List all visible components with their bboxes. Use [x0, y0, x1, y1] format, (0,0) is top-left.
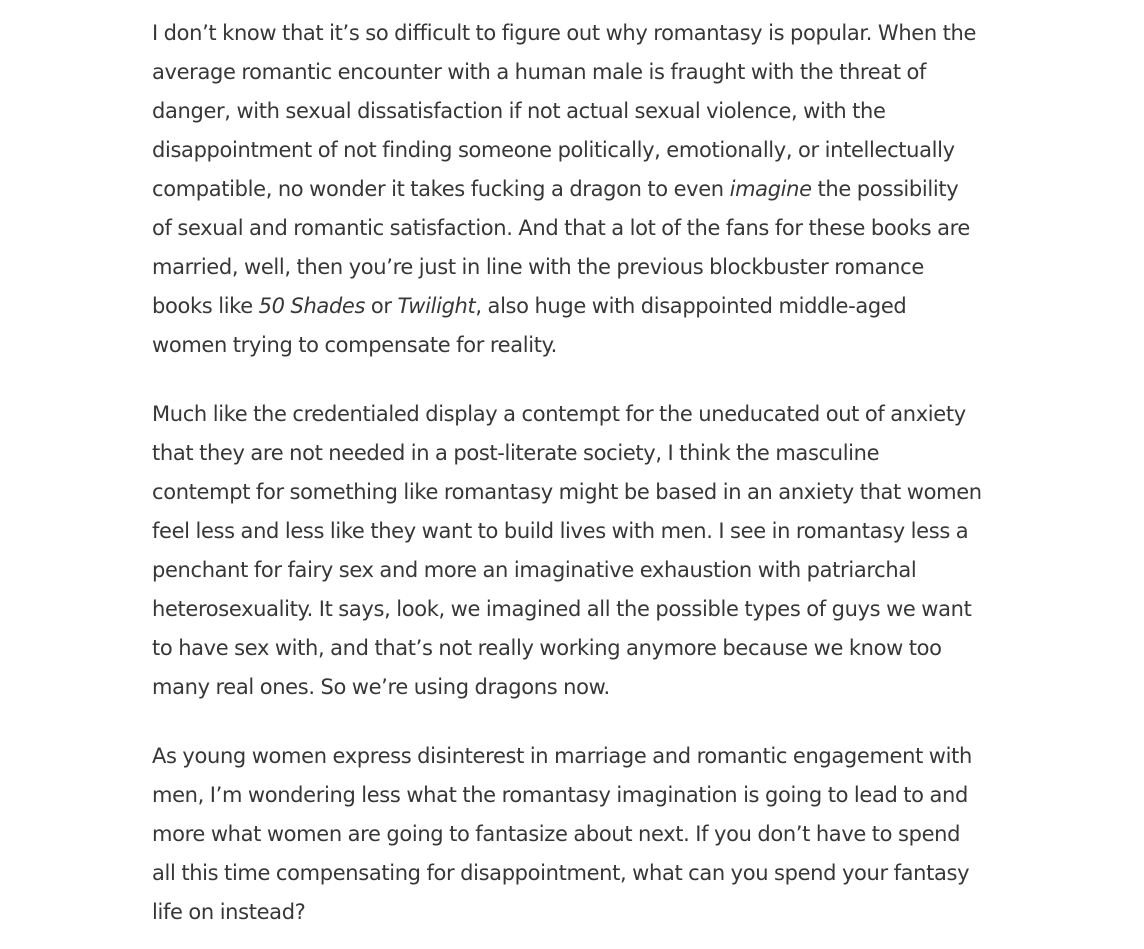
article-body — [152, 14, 982, 932]
paragraph-1-text-a: I don’t know that it’s so difficult to figure out why romantasy is popular. When the average romantic encounter with a human male is fraught with the threat of danger, with sexual dissatisfaction if not actual sexual violence, with the disappointment of not finding someone politically, emotionally, or intellectually compatible, no wonder it takes fucking a dragon to even — [152, 21, 977, 201]
book-title-twilight: Twilight — [397, 294, 476, 318]
book-title-50-shades: 50 Shades — [258, 294, 366, 318]
paragraph-1-text-c: or — [365, 294, 398, 318]
paragraph-1 — [152, 14, 982, 365]
paragraph-1-text-d: , also huge with disappointed middle-aged women trying to compensate for reality. — [152, 294, 907, 357]
paragraph-3: As young women express disinterest in marriage and romantic engagement with men, I’m wondering less what the romantasy imagination is going to lead to and more what women are going to fantasize about next. If you don’t have to spend all this time compensating for disappointment, what can you spend your fantasy life on instead? — [152, 744, 972, 924]
paragraph-1-text-b: the possibility of sexual and romantic satisfaction. And that a lot of the fans for these books are married, well, then you’re just in line with the previous blockbuster romance books like — [152, 177, 971, 318]
paragraph-2: Much like the credentialed display a contempt for the uneducated out of anxiety that they are not needed in a post-literate society, I think the masculine contempt for something like romantasy might be based in an anxiety that women feel less and less like they want to build lives with men. I see in romantasy less a penchant for fairy sex and more an imaginative exhaustion with patriarchal heterosexuality. It says, look, we imagined all the possible types of guys we want to have sex with, and that’s not really working anymore because we know too many real ones. So we’re using dragons now. — [152, 402, 982, 699]
emphasis-imagine: imagine — [729, 177, 812, 201]
